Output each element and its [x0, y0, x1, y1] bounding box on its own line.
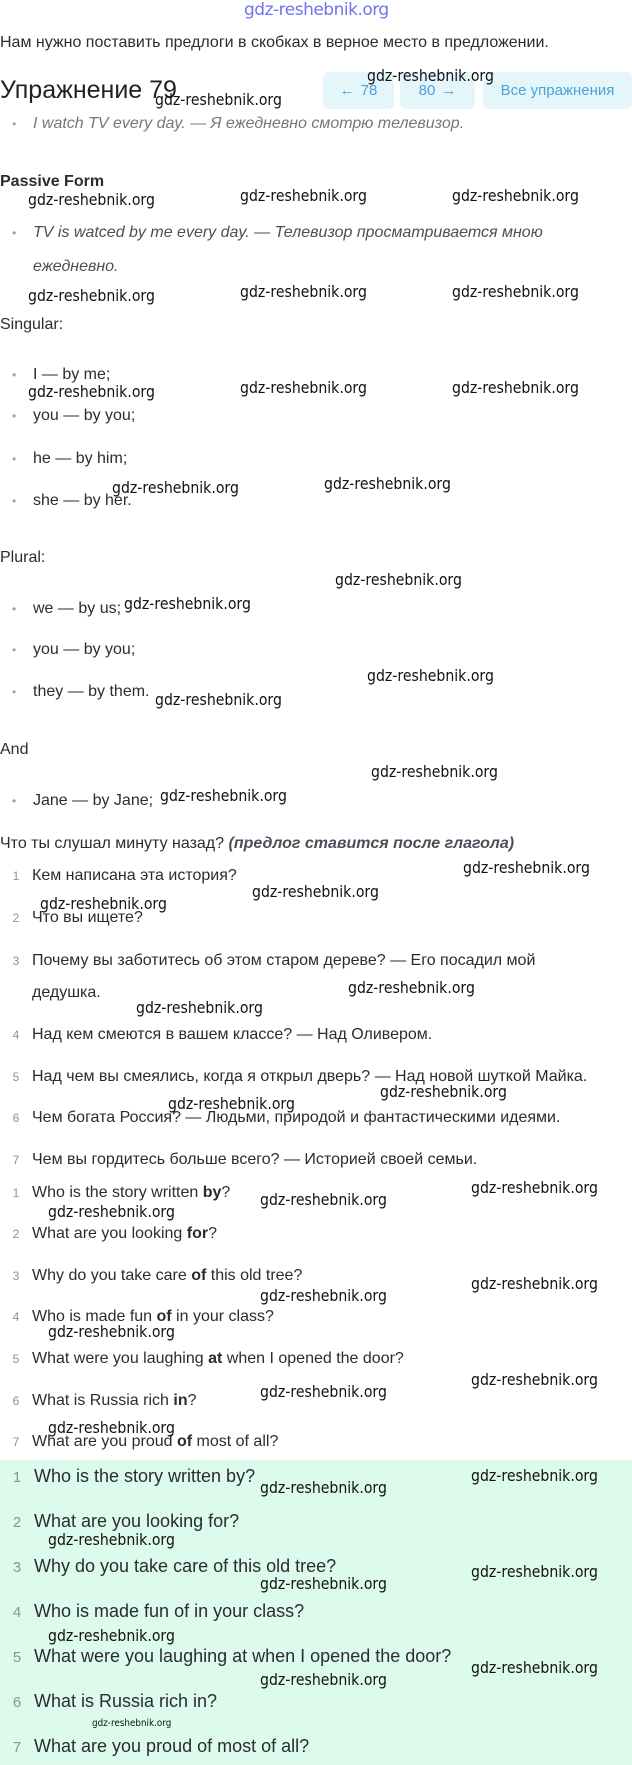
watermark: gdz-reshebnik.org [48, 1626, 175, 1645]
item-text: What is Russia rich [32, 1392, 174, 1409]
watermark: gdz-reshebnik.org [240, 282, 367, 301]
item-number: 7 [12, 1739, 22, 1756]
item-number: 6 [12, 1394, 20, 1408]
list-item [12, 640, 135, 660]
watermark: gdz-reshebnik.org [240, 186, 367, 205]
item-text-end: ? [208, 1225, 217, 1242]
list-item [12, 406, 135, 426]
answer-text: Who is the story written by? [34, 1466, 256, 1486]
watermark: gdz-reshebnik.org [48, 1322, 175, 1341]
ru-item [0, 1150, 477, 1170]
watermark: gdz-reshebnik.org [335, 570, 462, 589]
en-item [0, 1183, 230, 1203]
ru-item [0, 866, 237, 886]
item-text: Who is made fun [32, 1308, 157, 1325]
item-number: 1 [12, 1469, 22, 1486]
item-text: you — by you; [33, 641, 136, 658]
item-number: 3 [12, 1559, 22, 1576]
item-text-end: in your class? [171, 1308, 274, 1325]
singular-heading: Singular: [0, 316, 64, 333]
item-number: 5 [12, 1352, 20, 1366]
item-number: 3 [12, 1269, 20, 1283]
item-text-end: ? [221, 1184, 231, 1201]
preposition: of [176, 1433, 193, 1450]
list-item [12, 791, 153, 811]
watermark: gdz-reshebnik.org [48, 1202, 175, 1221]
item-number: 1 [12, 869, 20, 883]
intro-text: Нам нужно поставить предлоги в скобках в верное место в предложении. [0, 34, 549, 51]
arrow-right-icon: → [441, 82, 457, 99]
all-label: Все упражнения [500, 82, 615, 99]
watermark: gdz-reshebnik.org [471, 1178, 598, 1197]
item-text: Что вы ищете? [32, 909, 143, 926]
item-text: Who is the story written [32, 1184, 203, 1201]
answer-text: Who is made fun of in your class? [34, 1601, 305, 1621]
item-text: Чем богата Россия? — Людьми, природой и фантастическими идеями. [32, 1109, 561, 1126]
passive-heading: Passive Form [0, 173, 105, 190]
ru-item-continued: дедушка. [32, 984, 101, 1001]
watermark: gdz-reshebnik.org [48, 1418, 175, 1437]
watermark: gdz-reshebnik.org [92, 1718, 172, 1729]
watermark: gdz-reshebnik.org [28, 286, 155, 305]
watermark: gdz-reshebnik.org [28, 382, 155, 401]
item-text: What are you proud [32, 1433, 177, 1450]
item-number: 4 [12, 1028, 20, 1042]
item-number: 2 [12, 911, 20, 925]
watermark: gdz-reshebnik.org [471, 1658, 598, 1677]
passive-item [12, 223, 543, 243]
question-note: (предлог ставится после глагола) [228, 835, 515, 852]
watermark: gdz-reshebnik.org [380, 1082, 507, 1101]
watermark: gdz-reshebnik.org [155, 690, 282, 709]
watermark: gdz-reshebnik.org [112, 478, 239, 497]
item-text: What were you laughing [32, 1350, 209, 1367]
watermark: gdz-reshebnik.org [124, 594, 251, 613]
prev-label: 78 [360, 82, 378, 99]
item-number: 7 [12, 1153, 20, 1167]
question-text: Что ты слушал минуту назад? [0, 835, 225, 852]
answer-item [0, 1646, 451, 1668]
preposition: of [191, 1267, 207, 1284]
item-text-end: ? [187, 1392, 197, 1409]
item-number: 6 [12, 1694, 22, 1711]
answer-text: Why do you take care of this old tree? [34, 1556, 337, 1576]
watermark: gdz-reshebnik.org [48, 1530, 175, 1549]
watermark: gdz-reshebnik.org [367, 666, 494, 685]
watermark: gdz-reshebnik.org [260, 1574, 387, 1593]
passive-line2: ежедневно. [33, 258, 119, 275]
answer-text: What are you looking for? [34, 1511, 240, 1531]
watermark: gdz-reshebnik.org [324, 474, 451, 493]
item-text: you — by you; [33, 407, 136, 424]
watermark: gdz-reshebnik.org [471, 1562, 598, 1581]
watermark: gdz-reshebnik.org [252, 882, 379, 901]
item-text-end: most of all? [192, 1433, 279, 1450]
watermark: gdz-reshebnik.org [260, 1478, 387, 1497]
all-exercises-button[interactable] [483, 72, 632, 109]
item-text-end: this old tree? [206, 1267, 303, 1284]
watermark: gdz-reshebnik.org [452, 378, 579, 397]
item-text: Почему вы заботитесь об этом старом дереве? — Его посадил мой [32, 952, 536, 969]
en-item [0, 1266, 302, 1286]
item-number: 5 [12, 1649, 22, 1666]
item-text: he — by him; [33, 450, 128, 467]
item-number: 4 [12, 1310, 20, 1324]
item-text: we — by us; [33, 600, 122, 617]
item-text: Jane — by Jane; [33, 792, 154, 809]
answer-text: What were you laughing at when I opened the door? [34, 1646, 452, 1666]
answer-item [0, 1736, 309, 1758]
arrow-left-icon: ← [339, 82, 355, 99]
watermark: gdz-reshebnik.org [348, 978, 475, 997]
watermark: gdz-reshebnik.org [371, 762, 498, 781]
preposition: in [173, 1392, 188, 1409]
question-line [0, 834, 514, 854]
list-item [12, 449, 127, 469]
en-item [0, 1349, 404, 1369]
cut-line [12, 114, 464, 134]
watermark-top: gdz-reshebnik.org [244, 0, 389, 20]
watermark: gdz-reshebnik.org [452, 186, 579, 205]
watermark: gdz-reshebnik.org [168, 1094, 295, 1113]
watermark: gdz-reshebnik.org [471, 1466, 598, 1485]
preposition: of [156, 1308, 172, 1325]
item-text: I — by me; [33, 366, 111, 383]
watermark: gdz-reshebnik.org [367, 66, 494, 85]
watermark: gdz-reshebnik.org [463, 858, 590, 877]
and-heading: And [0, 741, 29, 758]
item-text: Над кем смеются в вашем классе? — Над Оливером. [32, 1026, 433, 1043]
answer-text: What is Russia rich in? [34, 1691, 218, 1711]
next-label: 80 [418, 82, 436, 99]
en-item [0, 1224, 217, 1244]
item-text: Чем вы гордитесь больше всего? — Историей своей семьи. [32, 1151, 478, 1168]
watermark: gdz-reshebnik.org [160, 786, 287, 805]
item-number: 2 [12, 1514, 22, 1531]
item-number: 1 [12, 1186, 20, 1200]
preposition: for [186, 1225, 209, 1242]
item-text-end: when I opened the door? [222, 1350, 404, 1367]
watermark: gdz-reshebnik.org [471, 1274, 598, 1293]
answer-item [0, 1601, 304, 1623]
item-text: Кем написана эта история? [32, 867, 237, 884]
watermark: gdz-reshebnik.org [471, 1370, 598, 1389]
item-number: 3 [12, 954, 20, 968]
answer-item [0, 1691, 217, 1713]
watermark: gdz-reshebnik.org [155, 90, 282, 109]
preposition: at [208, 1350, 223, 1367]
watermark: gdz-reshebnik.org [240, 378, 367, 397]
item-text: she — by her. [33, 492, 132, 509]
item-text: they — by them. [33, 683, 150, 700]
list-item [12, 682, 150, 702]
ru-item [0, 1025, 432, 1045]
watermark: gdz-reshebnik.org [40, 894, 167, 913]
item-number: 2 [12, 1227, 20, 1241]
plural-heading: Plural: [0, 549, 46, 566]
item-text: Над чем вы смеялись, когда я открыл дверь? — Над новой шуткой Майка. [32, 1068, 588, 1085]
item-number: 6 [12, 1111, 20, 1125]
answer-item [0, 1466, 255, 1488]
item-number: 7 [12, 1435, 20, 1449]
preposition: by [202, 1184, 222, 1201]
item-text: Why do you take care [32, 1267, 192, 1284]
ru-item [0, 951, 535, 971]
item-text: What are you looking [32, 1225, 187, 1242]
en-item [0, 1391, 197, 1411]
page-title: Упражнение 79 [0, 76, 177, 104]
watermark: gdz-reshebnik.org [260, 1382, 387, 1401]
passive-line1: TV is watced by me every day. — Телевизор просматривается мною [33, 224, 543, 241]
answer-text: What are you proud of most of all? [34, 1736, 310, 1756]
list-item [12, 599, 121, 619]
cut-line-text: I watch TV every day. — Я ежедневно смотрю телевизор. [33, 115, 465, 132]
item-number: 4 [12, 1604, 22, 1621]
item-number: 5 [12, 1070, 20, 1084]
watermark: gdz-reshebnik.org [136, 998, 263, 1017]
watermark: gdz-reshebnik.org [260, 1286, 387, 1305]
watermark: gdz-reshebnik.org [260, 1190, 387, 1209]
watermark: gdz-reshebnik.org [260, 1670, 387, 1689]
watermark: gdz-reshebnik.org [28, 190, 155, 209]
watermark: gdz-reshebnik.org [452, 282, 579, 301]
